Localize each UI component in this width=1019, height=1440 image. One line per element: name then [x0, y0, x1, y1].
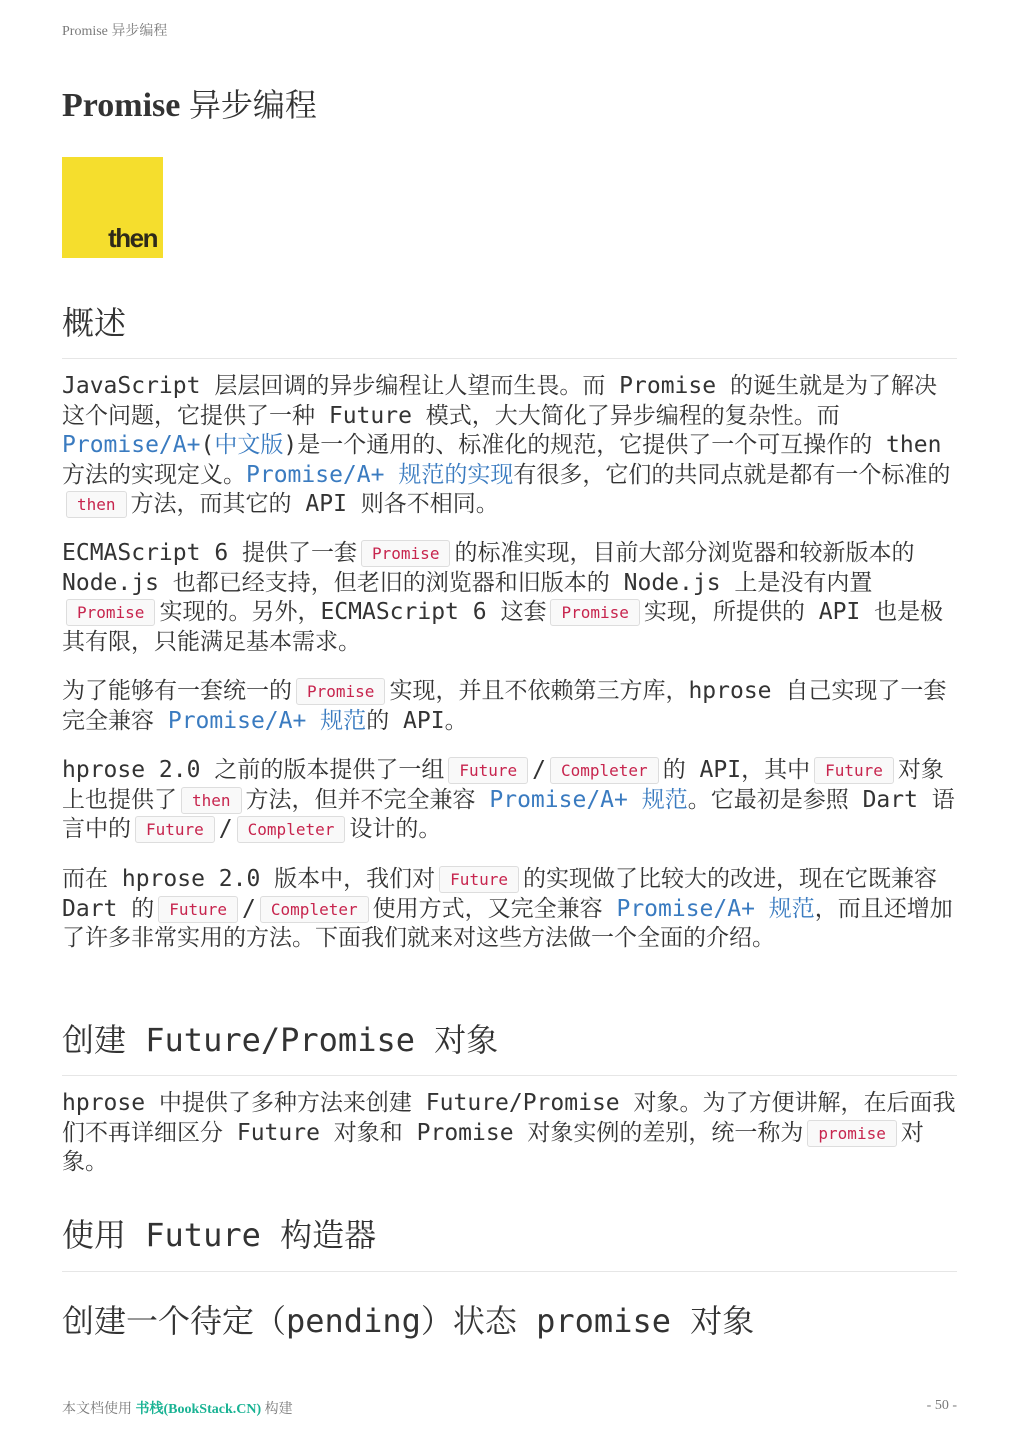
inline-code: Promise	[296, 678, 385, 705]
heading-create-future-promise: 创建 Future/Promise 对象	[62, 1015, 957, 1076]
link-promise-aplus-spec[interactable]: Promise/A+ 规范	[489, 786, 688, 813]
inline-code: Future	[814, 757, 894, 784]
inline-code: Promise	[550, 599, 639, 626]
inline-code: Future	[158, 896, 238, 923]
link-promise-aplus-spec[interactable]: Promise/A+ 规范	[616, 895, 815, 922]
title-latin: Promise	[62, 87, 181, 124]
inline-code: promise	[807, 1120, 896, 1147]
inline-code: Completer	[550, 757, 659, 784]
logo-text: then	[108, 223, 157, 253]
link-chinese-version[interactable]: 中文版	[214, 432, 284, 458]
inline-code: Completer	[260, 896, 369, 923]
paragraph-intro: JavaScript 层层回调的异步编程让人望而生畏。而 Promise 的诞生就是为了解决这个问题，它提供了一种 Future 模式，大大简化了异步编程的复杂性。而 Promise/A+(中文版)是一个通用的、标准化的规范，它提供了一个可互操作的 then 方法的实现定义。Promise/A+ 规范的实现有很多，它们的共同点就是都有一个标准的then 方法，而其它的 API 则各不相同。	[62, 373, 951, 517]
heading-overview: 概述	[62, 298, 957, 359]
then-logo	[62, 157, 163, 258]
bookstack-link[interactable]: 书栈(BookStack.CN)	[135, 1402, 262, 1417]
paragraph-history: hprose 2.0 之前的版本提供了一组 Future / Completer 的 API，其中 Future 对象上也提供了 then 方法，但并不完全兼容 Promise/A+ 规范。它最初是参照 Dart 语言中的 Future / Completer 设计的。	[62, 757, 955, 842]
link-implementations[interactable]: Promise/A+ 规范的实现	[246, 461, 514, 488]
running-header: Promise 异步编程	[62, 24, 168, 39]
inline-code: Promise	[361, 540, 450, 567]
paragraph-hprose-impl: 为了能够有一套统一的 Promise 实现，并且不依赖第三方库，hprose 自己实现了一套完全兼容 Promise/A+ 规范的 API。	[62, 678, 947, 734]
title-cjk: 异步编程	[188, 86, 317, 124]
paragraph-hprose-2: 而在 hprose 2.0 版本中，我们对 Future 的实现做了比较大的改进，现在它既兼容 Dart 的 Future / Completer 使用方式，又完全兼容 Promise/A+ 规范，而且还增加了许多非常实用的方法。下面我们就来对这些方法做一个全面的介绍。	[62, 866, 953, 951]
footer-credit: 本文档使用 书栈(BookStack.CN) 构建	[62, 1402, 293, 1417]
heading-pending-promise: 创建一个待定（pending）状态 promise 对象	[62, 1302, 755, 1340]
inline-code: Promise	[66, 599, 155, 626]
paragraph-es6: ECMAScript 6 提供了一套 Promise 的标准实现，目前大部分浏览器和较新版本的 Node.js 也都已经支持，但老旧的浏览器和旧版本的 Node.js 上是没有内置Promise 实现的。另外，ECMAScript 6 这套 Promise 实现，所提供的 API 也是极其有限，只能满足基本需求。	[62, 540, 944, 655]
inline-code: Completer	[237, 816, 346, 843]
inline-code: Future	[448, 757, 528, 784]
inline-code: then	[181, 787, 242, 814]
page-title	[62, 80, 317, 126]
page-number: - 50 -	[926, 1398, 957, 1413]
link-promise-aplus[interactable]: Promise/A+	[62, 432, 201, 458]
inline-code: Future	[439, 866, 519, 893]
heading-future-constructor: 使用 Future 构造器	[62, 1210, 957, 1272]
link-promise-aplus-spec[interactable]: Promise/A+ 规范	[167, 707, 367, 734]
inline-code: Future	[135, 816, 215, 843]
paragraph-create: hprose 中提供了多种方法来创建 Future/Promise 对象。为了方便讲解，在后面我们不再详细区分 Future 对象和 Promise 对象实例的差别，统一称为 promise 对象。	[62, 1090, 956, 1175]
inline-code: then	[66, 491, 127, 518]
